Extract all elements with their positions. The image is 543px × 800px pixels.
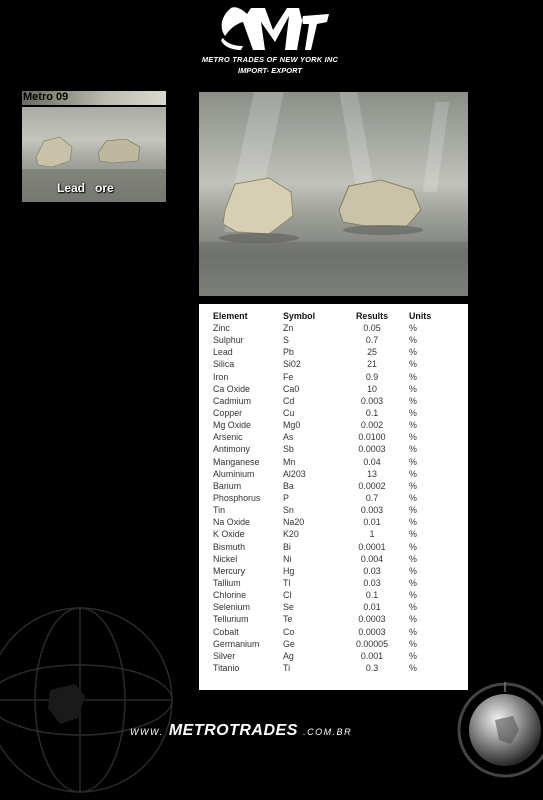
cell-result: 21 [367,359,377,370]
cell-result: 0.04 [363,456,381,467]
cell-unit: % [409,383,417,394]
cell-element: Zinc [213,323,230,334]
cell-element: Ca Oxide [213,383,250,394]
url-main: METROTRADES [168,722,298,739]
table-row [213,419,449,431]
cell-unit: % [409,553,417,564]
cell-unit: % [409,602,417,613]
table-row [213,553,449,565]
cell-result: 0.7 [365,493,379,504]
header-symbol: Symbol [283,310,316,321]
cell-unit: % [409,444,417,455]
cell-symbol: Hg [283,565,295,576]
ore-main-photo [199,92,468,296]
cell-symbol: Ba [283,480,294,491]
table-row [213,565,449,577]
cell-element: Selenium [213,602,250,613]
cell-element: Silica [213,359,235,370]
cell-element: Lead [213,347,233,358]
cell-symbol: S [283,335,289,346]
cell-symbol: Te [283,614,293,625]
header-results: Results [355,310,389,321]
cell-element: Antimony [213,444,250,455]
cell-unit: % [409,614,417,625]
cell-symbol: Ca0 [283,383,300,394]
table-row [213,431,449,443]
table-row [213,395,449,407]
cell-element: Barium [213,480,242,491]
cell-result: 0.03 [363,565,381,576]
cell-unit: % [409,456,417,467]
cell-unit: % [409,663,417,673]
cell-result: 0.003 [360,395,384,406]
ore-main-rocks [199,92,468,296]
table-row [213,383,449,395]
cell-element: Mg Oxide [213,420,251,431]
cell-element: Silver [213,650,236,661]
website-url[interactable] [130,722,352,740]
table-row [213,589,449,601]
cell-result: 0.0003 [358,614,386,625]
table-row [213,541,449,553]
cell-symbol: Pb [283,347,294,358]
cell-symbol: Mn [283,456,296,467]
cell-unit: % [409,638,417,649]
cell-result: 0.1 [365,408,379,419]
cell-symbol: Fe [283,371,294,382]
cell-symbol: Ti [283,663,291,673]
cell-symbol: Si02 [283,359,301,370]
cell-unit: % [409,335,417,346]
cell-result: 0.0100 [358,432,386,443]
table-row [213,516,449,528]
header-element: Element [213,310,248,321]
analysis-table [213,309,449,674]
cell-element: Titanio [213,663,240,673]
logo-company-name: METRO TRADES OF NEW YORK INC [201,55,339,64]
cell-element: Germanium [213,638,260,649]
cell-symbol: Se [283,602,294,613]
cell-symbol: Ag [283,650,294,661]
analysis-table-body [213,322,449,674]
cell-unit: % [409,626,417,637]
table-row [213,322,449,334]
cell-unit: % [409,517,417,528]
cell-unit: % [409,359,417,370]
cell-element: Iron [213,371,229,382]
cell-symbol: Mg0 [283,420,301,431]
url-suffix: .COM.BR [303,727,353,737]
header-units: Units [409,310,432,321]
cell-result: 0.0003 [358,444,386,455]
globe-outline-icon [0,600,180,800]
table-row [213,528,449,540]
cell-element: Tallium [213,578,241,589]
cell-unit: % [409,395,417,406]
cell-element: Bismuth [213,541,246,552]
cell-unit: % [409,565,417,576]
cell-symbol: Cl [283,590,292,601]
logo-mark-icon [213,2,329,54]
cell-element: Cadmium [213,395,251,406]
table-row [213,468,449,480]
cell-result: 0.9 [365,371,379,382]
cell-symbol: Ni [283,553,292,564]
table-row [213,407,449,419]
table-row [213,334,449,346]
cell-symbol: Ge [283,638,295,649]
cell-unit: % [409,650,417,661]
cell-result: 0.03 [363,578,381,589]
cell-result: 0.05 [363,323,381,334]
cell-element: Phosphorus [213,493,261,504]
cell-unit: % [409,480,417,491]
cell-result: 1 [369,529,375,540]
cell-element: Tellurium [213,614,249,625]
company-logo [195,0,345,90]
cell-element: K Oxide [213,529,245,540]
cell-result: 0.004 [360,553,384,564]
cell-unit: % [409,432,417,443]
cell-result: 0.003 [360,505,384,516]
url-prefix: WWW. [130,727,164,737]
cell-result: 0.3 [365,663,379,673]
table-row [213,662,449,674]
cell-symbol: Cd [283,395,295,406]
table-row [213,638,449,650]
logo-tagline: IMPORT- EXPORT [238,66,302,75]
table-row [213,443,449,455]
table-row [213,601,449,613]
cell-symbol: Co [283,626,295,637]
cell-symbol: Na20 [283,517,305,528]
cell-element: Nickel [213,553,238,564]
cell-symbol: Al203 [283,468,306,479]
analysis-table-panel [199,304,468,690]
cell-unit: % [409,529,417,540]
cell-element: Mercury [213,565,246,576]
table-row [213,650,449,662]
table-row [213,346,449,358]
table-row [213,492,449,504]
cell-element: Na Oxide [213,517,250,528]
cell-result: 25 [367,347,377,358]
table-row [213,358,449,370]
cell-symbol: Bi [283,541,291,552]
cell-symbol: P [283,493,289,504]
cell-result: 0.001 [360,650,384,661]
metallic-sphere-icon [455,680,543,780]
cell-unit: % [409,420,417,431]
cell-unit: % [409,541,417,552]
cell-unit: % [409,493,417,504]
cell-result: 0.0002 [358,480,386,491]
cell-unit: % [409,590,417,601]
cell-element: Copper [213,408,243,419]
cell-symbol: K20 [283,529,299,540]
ore-thumbnail-photo [22,107,166,202]
cell-symbol: Zn [283,323,294,334]
cell-unit: % [409,323,417,334]
cell-element: Sulphur [213,335,244,346]
cell-symbol: Tl [283,578,291,589]
thumbnail-title-bar [22,91,166,105]
table-row [213,371,449,383]
table-row [213,456,449,468]
table-row [213,480,449,492]
thumbnail-caption: Lead ore [57,181,114,195]
cell-unit: % [409,578,417,589]
cell-unit: % [409,505,417,516]
cell-result: 0.0003 [358,626,386,637]
cell-unit: % [409,371,417,382]
cell-element: Cobalt [213,626,239,637]
cell-result: 13 [367,468,377,479]
cell-result: 0.1 [365,590,379,601]
cell-result: 10 [367,383,377,394]
cell-element: Aluminium [213,468,255,479]
table-row [213,577,449,589]
cell-unit: % [409,468,417,479]
cell-symbol: Cu [283,408,295,419]
table-row [213,626,449,638]
cell-result: 0.002 [360,420,384,431]
cell-unit: % [409,347,417,358]
cell-result: 0.01 [363,517,381,528]
cell-result: 0.0001 [358,541,386,552]
cell-result: 0.00005 [355,638,389,649]
cell-symbol: Sb [283,444,294,455]
cell-unit: % [409,408,417,419]
cell-element: Chlorine [213,590,247,601]
thumbnail-title: Metro 09 [23,91,69,103]
cell-symbol: As [283,432,294,443]
cell-element: Manganese [213,456,260,467]
table-row [213,613,449,625]
cell-symbol: Sn [283,505,294,516]
cell-result: 0.01 [363,602,381,613]
cell-result: 0.7 [365,335,379,346]
cell-element: Arsenic [213,432,243,443]
table-header-row [213,309,449,322]
table-row [213,504,449,516]
cell-element: Tin [213,505,225,516]
